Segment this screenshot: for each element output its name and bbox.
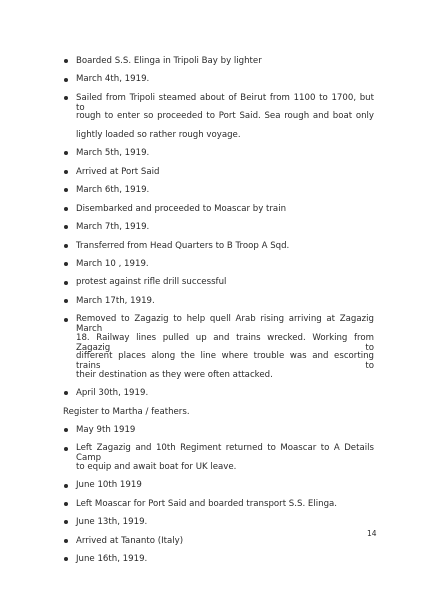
bullet-icon xyxy=(64,447,68,451)
entry-text-line: Left Moascar for Port Said and boarded transport S.S. Elinga. xyxy=(76,498,338,509)
entry-text-line: Boarded S.S. Elinga in Tripoli Bay by lighter xyxy=(76,56,262,66)
entry-text-line: March 7th, 1919. xyxy=(76,222,150,233)
entry-text-line: March 17th, 1919. xyxy=(76,295,155,306)
entry-text-line: lightly loaded so rather rough voyage. xyxy=(76,129,241,140)
entry-text-line: Disembarked and proceeded to Moascar by train xyxy=(76,203,287,214)
bullet-icon xyxy=(64,539,68,543)
entry-text-line: Arrived at Tananto (Italy) xyxy=(76,535,184,546)
entry-text-line: March 10 , 1919. xyxy=(76,258,149,269)
bullet-icon xyxy=(64,207,68,211)
entry-text-line: to equip and await boat for UK leave. xyxy=(76,461,237,472)
bullet-icon xyxy=(64,502,68,506)
entry-text-line: Arrived at Port Said xyxy=(76,166,160,177)
plain-text-line: Register to Martha / feathers. xyxy=(63,406,190,417)
entry-text-line: March 4th, 1919. xyxy=(76,74,150,85)
entry-text-line: rough to enter so proceeded to Port Said. Sea rough and boat only xyxy=(76,111,374,122)
bullet-icon xyxy=(64,78,68,82)
entry-text-line: 18. Railway lines pulled up and trains wrecked. Working from Zagazig to xyxy=(76,332,374,353)
entry-text-line: March 6th, 1919. xyxy=(76,185,150,196)
entry-text-line: April 30th, 1919. xyxy=(76,388,149,399)
entry-text-line: Left Zagazig and 10th Regiment returned to Moascar to A Details Camp xyxy=(76,443,374,464)
entry-text-line: different places along the line where trouble was and escorting trains to xyxy=(76,351,374,372)
page-number: 14 xyxy=(367,529,377,538)
entry-text-line: Removed to Zagazig to help quell Arab rising arriving at Zagazig March xyxy=(76,314,374,335)
entry-text-line: Transferred from Head Quarters to B Troop A Sqd. xyxy=(76,240,290,251)
bullet-icon xyxy=(64,188,68,192)
entry-text-line: June 13th, 1919. xyxy=(76,517,148,528)
bullet-icon xyxy=(64,299,68,303)
entry-text-line: March 5th, 1919. xyxy=(76,148,150,159)
bullet-icon xyxy=(64,391,68,395)
bullet-icon xyxy=(64,170,68,174)
bullet-icon xyxy=(64,557,68,561)
entry-text-line: June 16th, 1919. xyxy=(76,554,148,565)
entry-text-line: May 9th 1919 xyxy=(76,425,136,435)
bullet-icon xyxy=(64,318,68,322)
bullet-icon xyxy=(64,96,68,100)
bullet-icon xyxy=(64,59,68,63)
bullet-icon xyxy=(64,151,68,155)
entry-text-line: Sailed from Tripoli steamed about of Beirut from 1100 to 1700, but to xyxy=(76,92,374,113)
bullet-icon xyxy=(64,520,68,524)
bullet-icon xyxy=(64,281,68,285)
entry-text-line: their destination as they were often attacked. xyxy=(76,369,273,380)
bullet-icon xyxy=(64,225,68,229)
bullet-icon xyxy=(64,244,68,248)
bullet-icon xyxy=(64,262,68,266)
bullet-icon xyxy=(64,484,68,488)
entry-text-line: June 10th 1919 xyxy=(76,480,142,491)
entry-text-line: protest against rifle drill successful xyxy=(76,277,227,288)
bullet-icon xyxy=(64,428,68,432)
